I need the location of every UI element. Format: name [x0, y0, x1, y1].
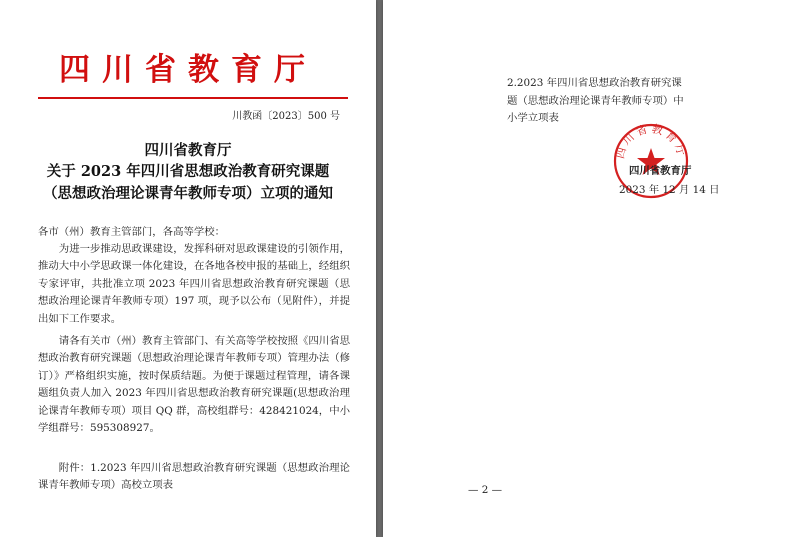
- heading-line-2: 关于 2023 年四川省思想政治教育研究课题: [46, 163, 330, 180]
- document-page-1: [0, 0, 376, 537]
- signer-name: 四川省教育厅: [629, 165, 692, 177]
- document-number: 川教函〔2023〕500 号: [232, 111, 340, 122]
- heading-line-3: （思想政治理论课青年教师专项）立项的通知: [43, 185, 333, 202]
- org-title: 四川省教育厅: [59, 52, 317, 88]
- heading-line-1: 四川省教育厅: [144, 142, 232, 159]
- salutation-text: 各市（州）教育主管部门，各高等学校：: [38, 226, 226, 238]
- svg-text:四川省教育厅: 四川省教育厅: [613, 122, 689, 161]
- paragraph-1-text: 为进一步推动思政课建设，发挥科研对思政课建设的引领作用，推动大中小学思政课一体化建设，在各地各校申报的基础上，经组织专家评审，共批准立项 2023 年四川省思想政治教育研究课题（思想政治理论课青年教师专项）197 项，现予以公布（见附件），并提出如下工作要求。: [38, 243, 350, 325]
- attachment-list: [38, 460, 350, 495]
- paragraph-2-text: 请各有关市（州）教育主管部门、有关高等学校按照《四川省思想政治教育研究课题（思想政治理论课青年教师专项）管理办法（修订）》严格组织实施，按时保质结题。为便于课题过程管理，请各课题组负责人加入 2023 年四川省思想政治教育研究课题(思想政治理论课青年教师专项）项目 QQ 群，高校组群号：428421024，中小学组群号：595308927。: [38, 335, 350, 435]
- attachment-item-1: 附件：1.2023 年四川省思想政治教育研究课题（思想政治理论课青年教师专项）高校立项表: [38, 462, 350, 492]
- paragraph-2: [38, 333, 350, 437]
- sign-date: 2023 年 12 月 14 日: [619, 184, 720, 196]
- page-number: — 2 —: [468, 484, 502, 496]
- document-page-2: [383, 0, 800, 537]
- red-divider-line: [38, 97, 348, 99]
- salutation: [38, 224, 350, 241]
- attachment-item-2: 2.2023 年四川省思想政治教育研究课题（思想政治理论课青年教师专项）中小学立项表: [507, 77, 684, 124]
- paragraph-1: [38, 241, 350, 328]
